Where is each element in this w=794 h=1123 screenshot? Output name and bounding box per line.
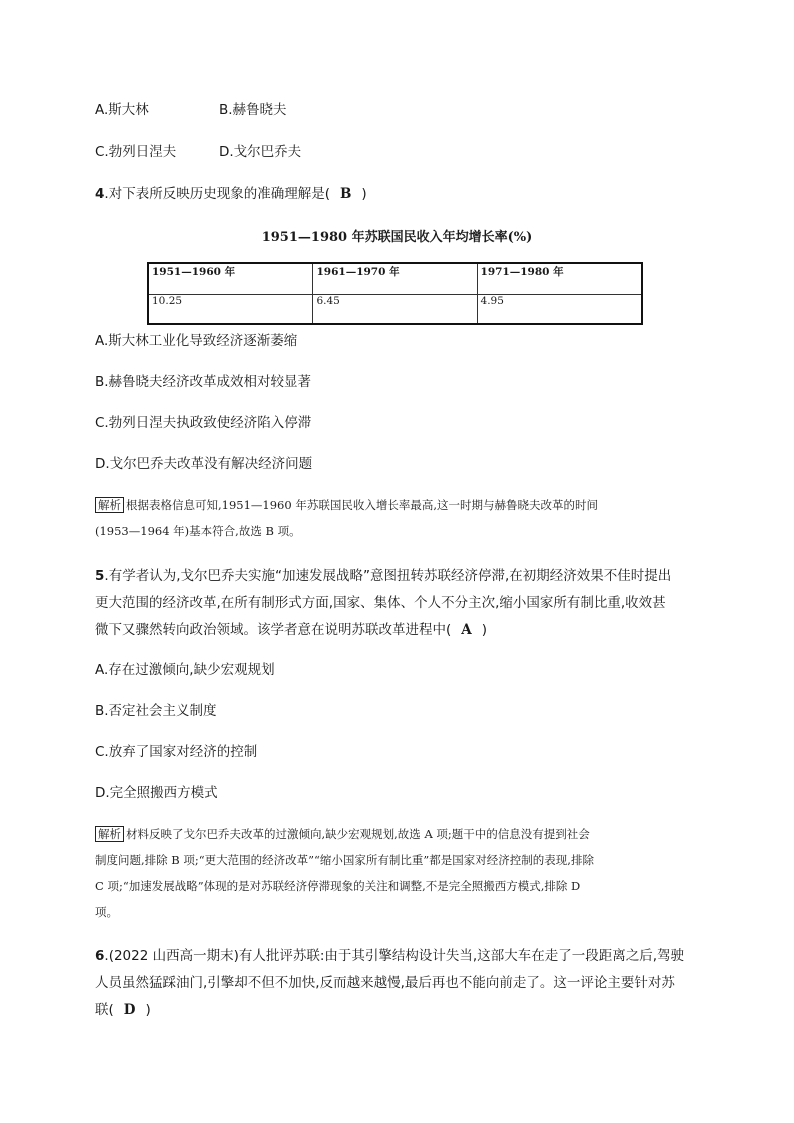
q5-answer: A [461, 622, 472, 638]
q5-stem [95, 563, 705, 644]
q3-option-b: B.赫鲁晓夫 [219, 102, 287, 118]
q5-analysis [95, 821, 705, 925]
table-header-cell: 1971—1980 年 [477, 263, 642, 295]
q4-data-table [147, 262, 643, 325]
table-cell: 4.95 [477, 295, 642, 325]
analysis-tag: 解析 [95, 826, 124, 842]
q6-stem-text: 联( [95, 1002, 114, 1018]
table-cell: 6.45 [313, 295, 477, 325]
q4-analysis [95, 492, 705, 544]
analysis-text: 项。 [95, 905, 118, 919]
q4-option-a: A.斯大林工业化导致经济逐渐萎缩 [95, 333, 298, 349]
q3-option-d: D.戈尔巴乔夫 [219, 144, 302, 160]
analysis-text: (1953—1964 年)基本符合,故选 B 项。 [95, 524, 301, 538]
q6-stem-text: .(2022 山西高一期末)有人批评苏联:由于其引擎结构设计失当,这部大车在走了一段距离之后,驾驶 [104, 948, 685, 964]
q5-stem-text: 更大范围的经济改革,在所有制形式方面,国家、集体、个人不分主次,缩小国家所有制比重,收效甚 [95, 595, 666, 611]
q6-number: 6 [95, 948, 105, 964]
q4-table-caption: 1951—1980 年苏联国民收入年均增长率(%) [261, 230, 533, 245]
table-header-cell: 1961—1970 年 [313, 263, 477, 295]
table-cell: 10.25 [148, 295, 313, 325]
q4-option-d: D.戈尔巴乔夫改革没有解决经济问题 [95, 456, 313, 472]
q5-number: 5 [95, 568, 105, 584]
q6-stem [95, 943, 705, 1024]
table-header-cell: 1951—1960 年 [148, 263, 313, 295]
q6-stem-close: ) [145, 1002, 151, 1018]
analysis-text: 材料反映了戈尔巴乔夫改革的过激倾向,缺少宏观规划,故选 A 项;题干中的信息没有提到社会 [126, 827, 590, 841]
q5-stem-text: .有学者认为,戈尔巴乔夫实施“加速发展战略”意图扭转苏联经济停滞,在初期经济效果不佳时提出 [104, 568, 672, 584]
q4-answer: B [339, 186, 352, 202]
q5-option-b: B.否定社会主义制度 [95, 703, 217, 719]
q5-option-a: A.存在过激倾向,缺少宏观规划 [95, 662, 275, 678]
q4-stem [95, 185, 367, 203]
q6-stem-text: 人员虽然猛踩油门,引擎却不但不加快,反而越来越慢,最后再也不能向前走了。这一评论主要针对苏 [95, 975, 675, 991]
q3-option-a: A.斯大林 [95, 102, 149, 118]
q5-option-d: D.完全照搬西方模式 [95, 785, 218, 801]
table-header-row [148, 263, 642, 295]
q4-option-b: B.赫鲁晓夫经济改革成效相对较显著 [95, 374, 312, 390]
analysis-text: 根据表格信息可知,1951—1960 年苏联国民收入增长率最高,这一时期与赫鲁晓夫改革的时间 [126, 498, 598, 512]
q6-answer: D [123, 1002, 136, 1018]
q4-number: 4 [95, 186, 105, 202]
analysis-text: C 项;“加速发展战略”体现的是对苏联经济停滞现象的关注和调整,不是完全照搬西方模式,排除 D [95, 879, 581, 893]
table-row [148, 295, 642, 325]
q4-option-c: C.勃列日涅夫执政致使经济陷入停滞 [95, 415, 312, 431]
q5-stem-close: ) [481, 622, 488, 638]
analysis-text: 制度问题,排除 B 项;“更大范围的经济改革”“缩小国家所有制比重”都是国家对经济控制的表现,排除 [95, 853, 594, 867]
q5-stem-text: 微下又骤然转向政治领域。该学者意在说明苏联改革进程中( [95, 622, 452, 638]
q4-stem-close: ) [361, 186, 367, 202]
q3-option-c: C.勃列日涅夫 [95, 144, 177, 160]
q5-option-c: C.放弃了国家对经济的控制 [95, 744, 258, 760]
analysis-tag: 解析 [95, 497, 124, 513]
q4-stem-text: .对下表所反映历史现象的准确理解是( [104, 186, 330, 202]
